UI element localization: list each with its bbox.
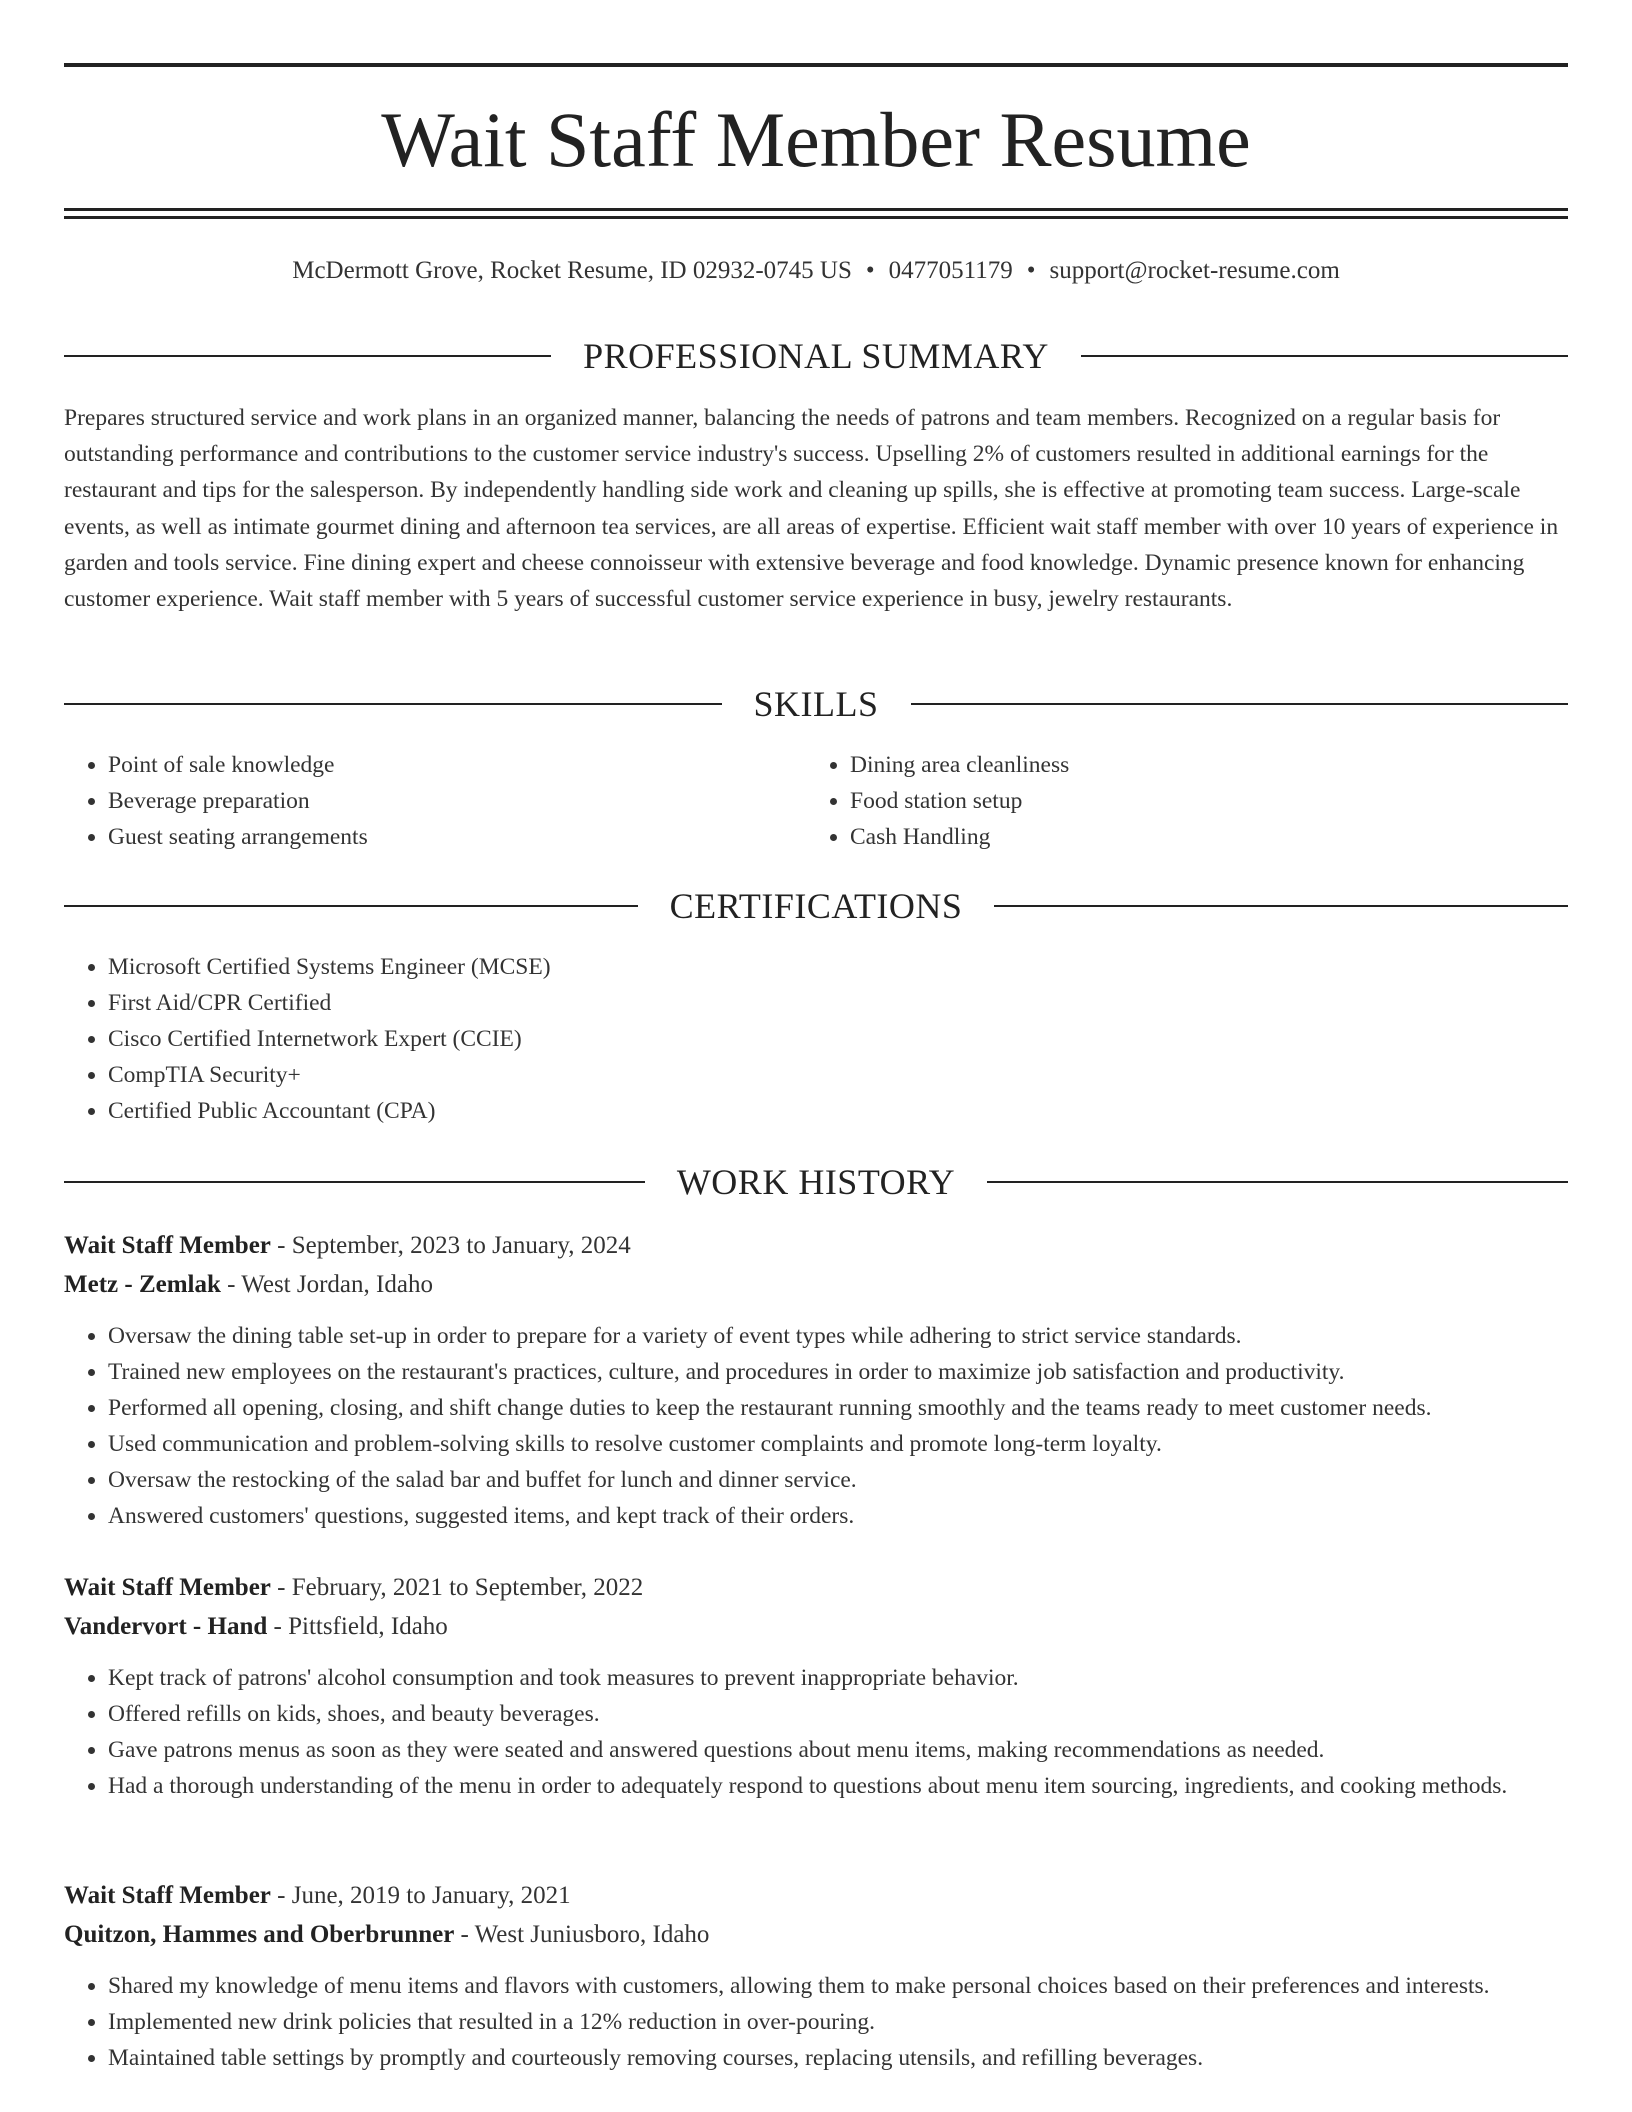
section-rule-left xyxy=(64,355,551,357)
skill-item: • Beverage preparation xyxy=(108,783,806,819)
certification-item: • Certified Public Accountant (CPA) xyxy=(108,1093,1568,1129)
job-entry xyxy=(64,1226,1568,1535)
skill-item: • Dining area cleanliness xyxy=(850,747,1548,783)
skill-item: • Guest seating arrangements xyxy=(108,819,806,855)
job-bullet: • Used communication and problem-solving skills to resolve customer complaints and promote long-term loyalty. xyxy=(108,1426,1568,1462)
job-bullet: • Shared my knowledge of menu items and flavors with customers, allowing them to make personal choices based on their preferences and interests. xyxy=(108,1968,1568,2004)
skill-item: • Point of sale knowledge xyxy=(108,747,806,783)
job-bullets xyxy=(64,1660,1568,1804)
job-bullet: • Performed all opening, closing, and shift change duties to keep the restaurant running smoothly and the teams ready to meet customer needs. xyxy=(108,1390,1568,1426)
contact-phone: 0477051179 xyxy=(888,257,1013,284)
skills-column-right xyxy=(806,747,1548,855)
section-header-skills xyxy=(64,684,1568,724)
job-bullet: • Trained new employees on the restaurant's practices, culture, and procedures in order to maximize job satisfaction and productivity. xyxy=(108,1354,1568,1390)
skill-item: • Cash Handling xyxy=(850,819,1548,855)
certification-item: • First Aid/CPR Certified xyxy=(108,985,1568,1021)
job-bullet: • Gave patrons menus as soon as they were seated and answered questions about menu items, making recommendations as needed. xyxy=(108,1732,1568,1768)
header-double-rule-lower xyxy=(64,216,1568,219)
contact-line xyxy=(64,255,1568,287)
job-role: Wait Staff Member xyxy=(64,1232,271,1259)
job-location: - West Juniusboro, Idaho xyxy=(454,1921,710,1948)
section-title-summary: PROFESSIONAL SUMMARY xyxy=(583,336,1049,376)
skills-column-left xyxy=(64,747,806,855)
section-rule-right xyxy=(911,703,1569,705)
job-entry xyxy=(64,1568,1568,1804)
job-role-line xyxy=(64,1226,1568,1265)
section-rule-left xyxy=(64,1181,645,1183)
section-rule-right xyxy=(994,905,1568,907)
section-rule-right xyxy=(1081,355,1568,357)
section-header-certifications xyxy=(64,886,1568,926)
job-bullet: • Kept track of patrons' alcohol consumption and took measures to prevent inappropriate behavior. xyxy=(108,1660,1568,1696)
job-location: - Pittsfield, Idaho xyxy=(267,1613,448,1640)
job-role: Wait Staff Member xyxy=(64,1574,271,1601)
certification-item: • Cisco Certified Internetwork Expert (CCIE) xyxy=(108,1021,1568,1057)
job-bullets xyxy=(64,1318,1568,1535)
job-role: Wait Staff Member xyxy=(64,1882,271,1909)
section-title-certifications: CERTIFICATIONS xyxy=(669,886,963,926)
job-bullets xyxy=(64,1968,1568,2076)
job-company-line xyxy=(64,1915,1568,1954)
section-header-summary xyxy=(64,336,1568,376)
job-company: Metz - Zemlak xyxy=(64,1271,221,1298)
certification-item: • Microsoft Certified Systems Engineer (MCSE) xyxy=(108,949,1568,985)
header-top-rule xyxy=(64,63,1568,67)
job-company-line xyxy=(64,1265,1568,1304)
job-dates: - February, 2021 to September, 2022 xyxy=(270,1574,644,1601)
certification-item: • CompTIA Security+ xyxy=(108,1057,1568,1093)
skills-list-left xyxy=(64,747,806,855)
job-entry xyxy=(64,1876,1568,2076)
job-bullet: • Implemented new drink policies that resulted in a 12% reduction in over-pouring. xyxy=(108,2004,1568,2040)
section-rule-left xyxy=(64,703,722,705)
job-company: Quitzon, Hammes and Oberbrunner xyxy=(64,1921,455,1948)
contact-separator: • xyxy=(865,257,875,284)
header-double-rule-upper xyxy=(64,208,1568,211)
job-company-line xyxy=(64,1607,1568,1646)
job-bullet: • Answered customers' questions, suggested items, and kept track of their orders. xyxy=(108,1498,1568,1534)
contact-email[interactable]: support@rocket-resume.com xyxy=(1049,257,1340,284)
job-bullet: • Oversaw the restocking of the salad bar and buffet for lunch and dinner service. xyxy=(108,1462,1568,1498)
job-bullet: • Maintained table settings by promptly and courteously removing courses, replacing utensils, and refilling beverages. xyxy=(108,2040,1568,2076)
certifications-list xyxy=(64,949,1568,1129)
contact-separator: • xyxy=(1026,257,1036,284)
job-dates: - September, 2023 to January, 2024 xyxy=(270,1232,631,1259)
certifications-block xyxy=(64,949,1568,1129)
job-company: Vandervort - Hand xyxy=(64,1613,268,1640)
section-title-work-history: WORK HISTORY xyxy=(676,1162,956,1202)
skill-item: • Food station setup xyxy=(850,783,1548,819)
job-dates: - June, 2019 to January, 2021 xyxy=(270,1882,571,1909)
resume-title: Wait Staff Member Resume xyxy=(381,96,1251,183)
job-bullet: • Offered refills on kids, shoes, and beauty beverages. xyxy=(108,1696,1568,1732)
summary-paragraph: Prepares structured service and work plans in an organized manner, balancing the needs of patrons and team members. Recognized on a regular basis for outstanding performance and contributions to the customer service industry's success. Upselling 2% of customers resulted in additional earnings for the restaurant and tips for the salesperson. By independently handling side work and cleaning up spills, she is effective at promoting team success. Large-scale events, as well as intimate gourmet dining and afternoon tea services, are all areas of expertise. Efficient wait staff member with over 10 years of experience in garden and tools service. Fine dining expert and cheese connoisseur with extensive beverage and food knowledge. Dynamic presence known for enhancing customer experience. Wait staff member with 5 years of successful customer service experience in busy, jewelry restaurants. xyxy=(64,405,1559,613)
section-header-work-history xyxy=(64,1162,1568,1202)
contact-address: McDermott Grove, Rocket Resume, ID 02932-0745 US xyxy=(292,257,852,284)
skills-list-right xyxy=(806,747,1548,855)
section-rule-right xyxy=(987,1181,1568,1183)
job-bullet: • Had a thorough understanding of the menu in order to adequately respond to questions about menu item sourcing, ingredients, and cooking methods. xyxy=(108,1768,1568,1804)
job-bullet: • Oversaw the dining table set-up in order to prepare for a variety of event types while adhering to strict service standards. xyxy=(108,1318,1568,1354)
job-role-line xyxy=(64,1876,1568,1915)
section-rule-left xyxy=(64,905,638,907)
job-location: - West Jordan, Idaho xyxy=(220,1271,433,1298)
job-role-line xyxy=(64,1568,1568,1607)
section-title-skills: SKILLS xyxy=(753,684,879,724)
